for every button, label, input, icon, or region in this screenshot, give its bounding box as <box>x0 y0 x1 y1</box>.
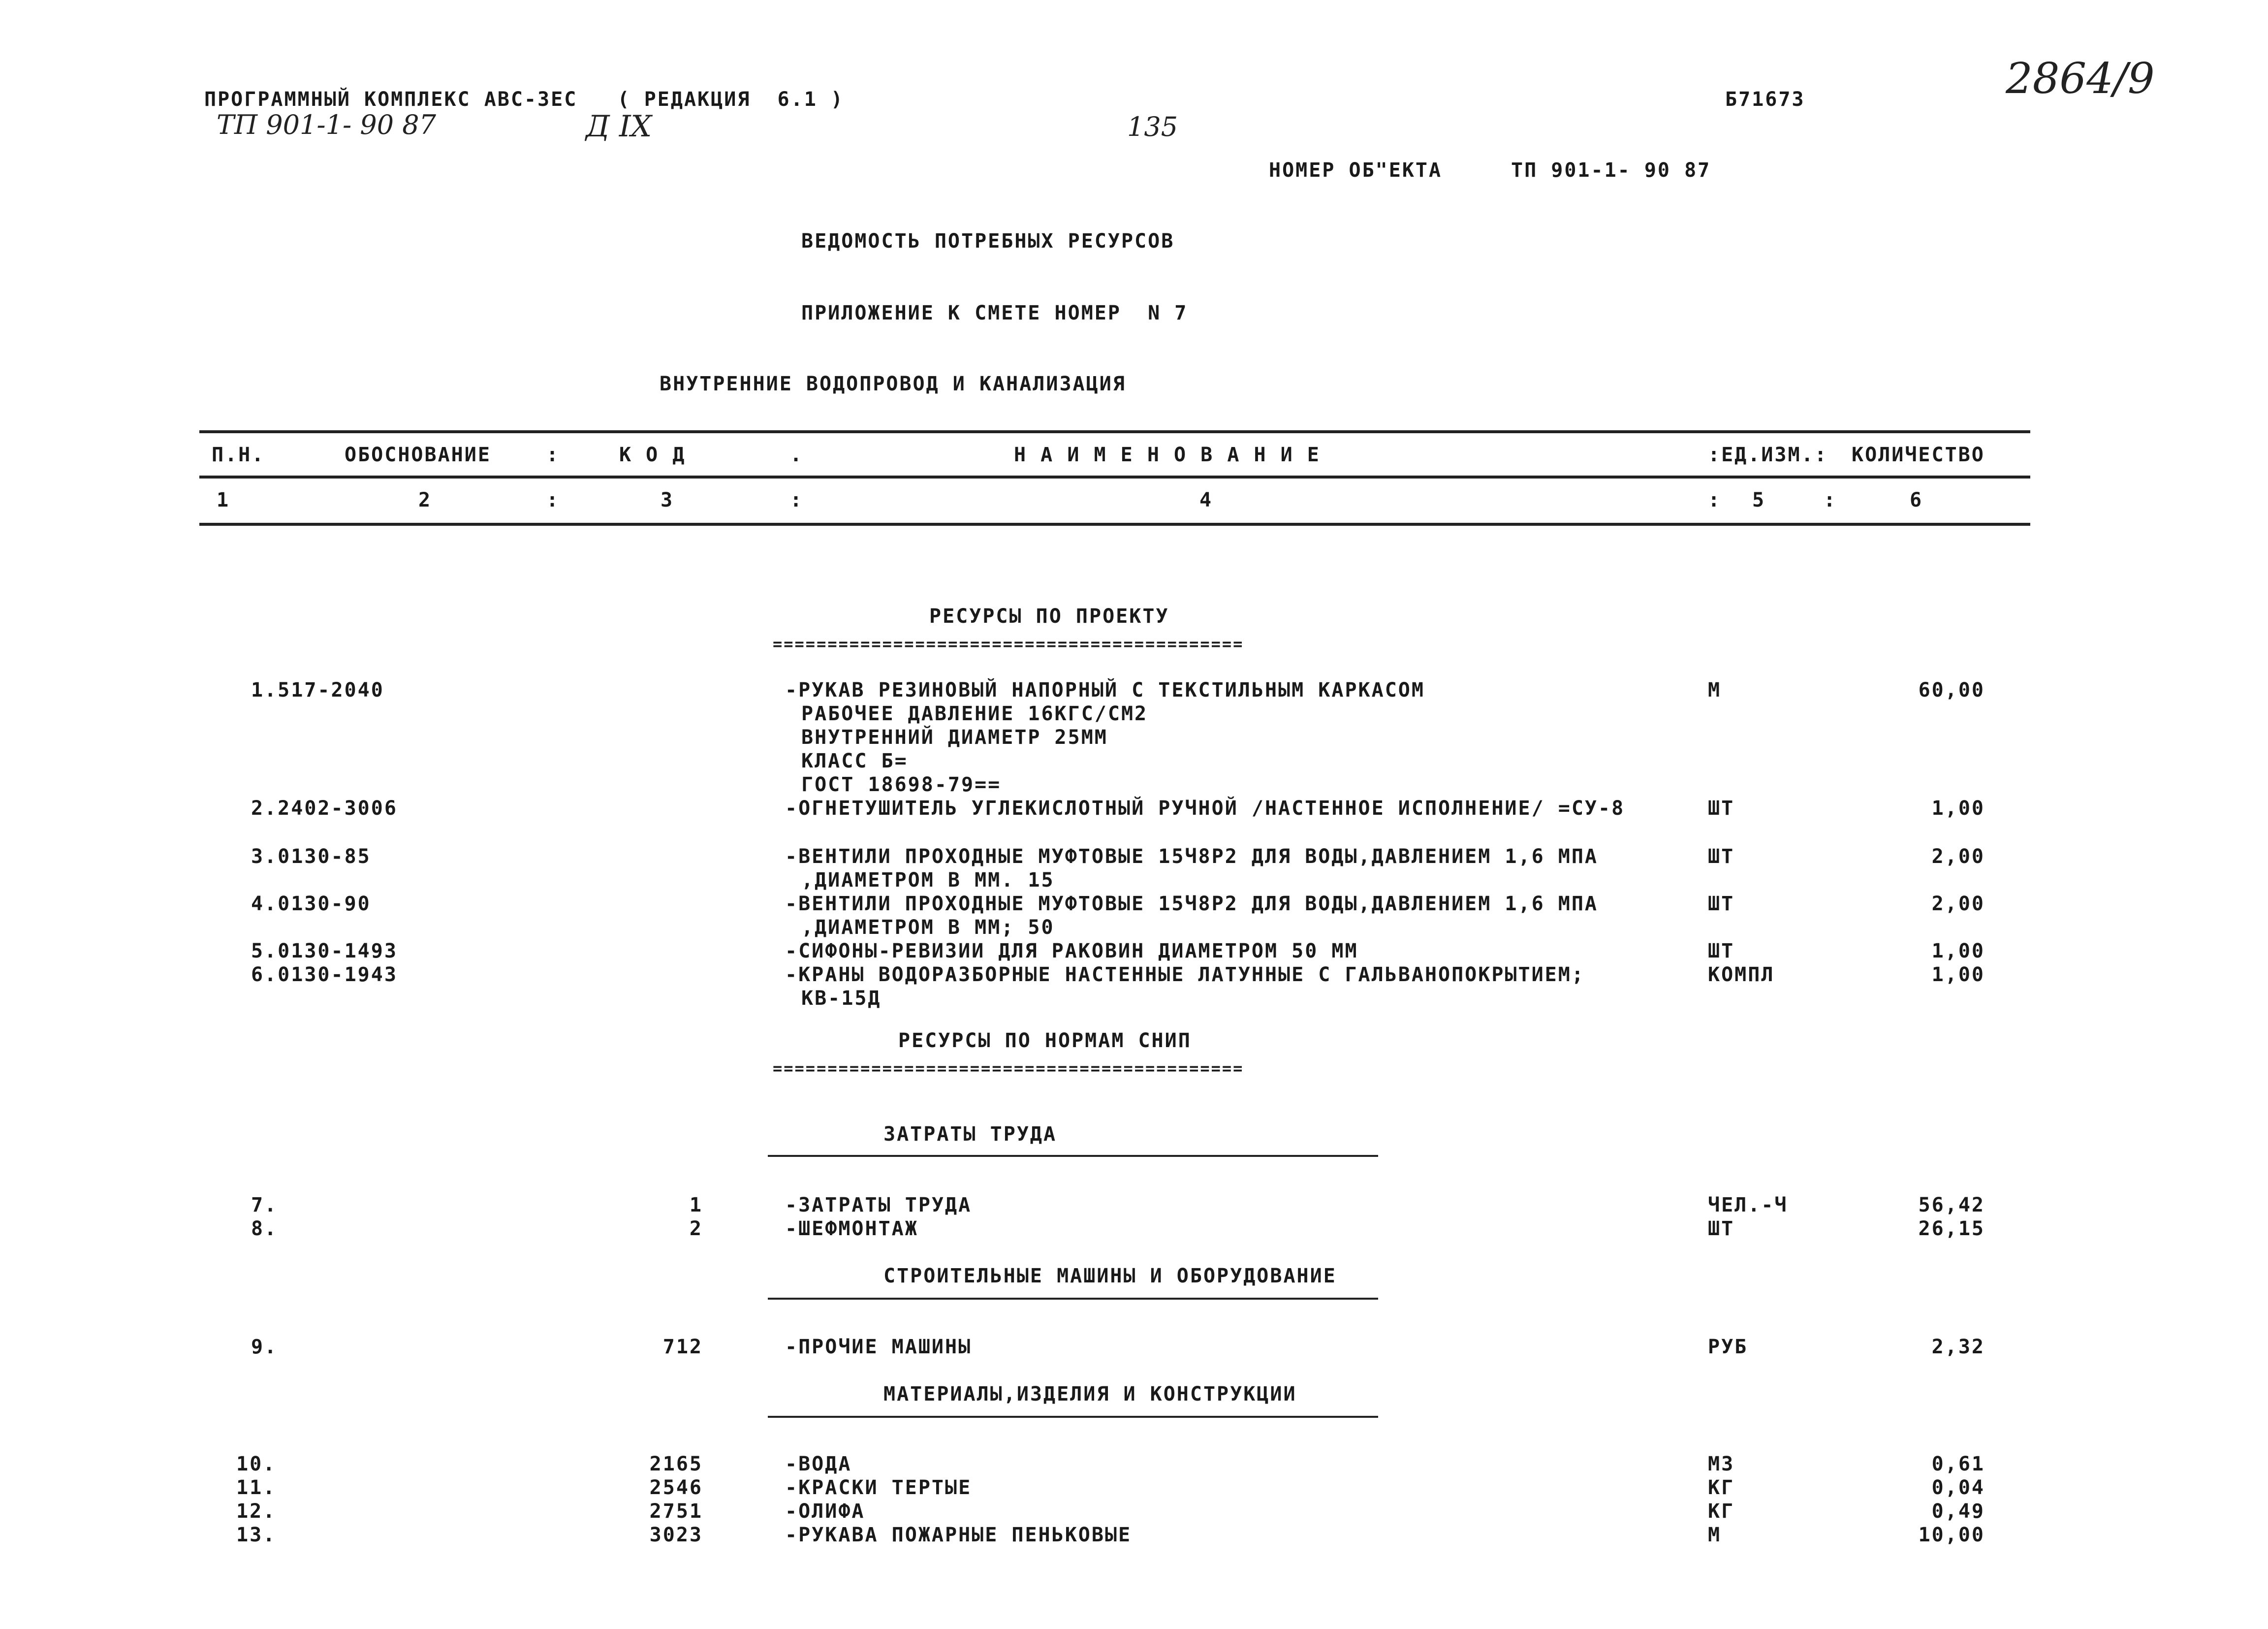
row-code: 2 <box>689 1217 703 1240</box>
row-unit: КГ <box>1708 1500 1735 1523</box>
row-name: -СИФОНЫ-РЕВИЗИИ ДЛЯ РАКОВИН ДИАМЕТРОМ 50 ММ <box>785 940 1358 962</box>
row-unit: ШТ <box>1708 893 1735 915</box>
row-code: 1 <box>689 1194 703 1216</box>
row-code: 2751 <box>649 1500 703 1523</box>
row-qty: 10,00 <box>1918 1524 1985 1546</box>
row-name: -ЗАТРАТЫ ТРУДА <box>785 1194 972 1216</box>
subgroup-underline <box>768 1416 1378 1418</box>
col-number: : <box>790 489 804 511</box>
row-qty: 1,00 <box>1931 940 1985 962</box>
col-number: 2 <box>418 489 432 511</box>
appendix-title: ПРИЛОЖЕНИЕ К СМЕТЕ НОМЕР N 7 <box>801 302 1188 324</box>
row-unit: М <box>1708 679 1722 702</box>
row-name: -ВЕНТИЛИ ПРОХОДНЫЕ МУФТОВЫЕ 15Ч8Р2 ДЛЯ ВОДЫ,ДАВЛЕНИЕМ 1,6 МПА <box>785 845 1599 868</box>
row-pos: 10. <box>236 1453 277 1475</box>
row-qty: 0,49 <box>1931 1500 1985 1523</box>
object-value: ТП 901-1- 90 87 <box>1511 159 1711 182</box>
row-name-cont: ,ДИАМЕТРОМ В ММ. 15 <box>801 869 1055 892</box>
row-code: 3023 <box>649 1524 703 1546</box>
document-title: ВЕДОМОСТЬ ПОТРЕБНЫХ РЕСУРСОВ <box>801 230 1175 253</box>
handwritten-tp-code: ТП 901-1- 90 87 <box>217 109 436 140</box>
row-pos: 5.0130-1493 <box>251 940 398 962</box>
row-name-cont: ,ДИАМЕТРОМ В ММ; 50 <box>801 916 1055 939</box>
col-header-name: Н А И М Е Н О В А Н И Е <box>1014 444 1321 466</box>
subgroup-underline <box>768 1298 1378 1300</box>
row-name-cont: КВ-15Д <box>801 987 882 1010</box>
row-name: -РУКАВА ПОЖАРНЫЕ ПЕНЬКОВЫЕ <box>785 1524 1132 1546</box>
row-unit: ШТ <box>1708 1217 1735 1240</box>
row-qty: 2,00 <box>1931 893 1985 915</box>
row-pos: 13. <box>236 1524 277 1546</box>
row-qty: 0,61 <box>1931 1453 1985 1475</box>
group-underline-project: =========================================== <box>773 635 1244 653</box>
row-pos: 11. <box>236 1476 277 1499</box>
col-number: 6 <box>1910 489 1923 511</box>
row-name: -ВЕНТИЛИ ПРОХОДНЫЕ МУФТОВЫЕ 15Ч8Р2 ДЛЯ ВОДЫ,ДАВЛЕНИЕМ 1,6 МПА <box>785 893 1599 915</box>
header-mid-rule <box>199 476 2030 479</box>
handwritten-stamp: 2864/9 <box>2006 54 2155 103</box>
row-name: -ВОДА <box>785 1453 852 1475</box>
row-qty: 2,00 <box>1931 845 1985 868</box>
row-unit: ШТ <box>1708 940 1735 962</box>
row-qty: 1,00 <box>1931 797 1985 820</box>
row-name: -ПРОЧИЕ МАШИНЫ <box>785 1336 972 1358</box>
col-header-basis: ОБОСНОВАНИЕ <box>345 444 491 466</box>
row-unit: М <box>1708 1524 1722 1546</box>
row-pos: 3.0130-85 <box>251 845 371 868</box>
group-underline-norms: =========================================== <box>773 1059 1244 1078</box>
subgroup-title-materials: МАТЕРИАЛЫ,ИЗДЕЛИЯ И КОНСТРУКЦИИ <box>883 1383 1297 1405</box>
row-unit: КГ <box>1708 1476 1735 1499</box>
row-unit: ШТ <box>1708 797 1735 820</box>
row-pos: 9. <box>251 1336 278 1358</box>
header-top-rule <box>199 430 2030 433</box>
subgroup-underline <box>768 1155 1378 1157</box>
row-name-cont: РАБОЧЕЕ ДАВЛЕНИЕ 16КГС/СМ2 <box>801 703 1148 725</box>
row-code: 2165 <box>649 1453 703 1475</box>
col-header-sep: : <box>546 444 560 466</box>
col-header-code: К О Д <box>619 444 686 466</box>
group-title-norms: РЕСУРСЫ ПО НОРМАМ СНИП <box>898 1029 1192 1052</box>
row-name: -ОГНЕТУШИТЕЛЬ УГЛЕКИСЛОТНЫЙ РУЧНОЙ /НАСТЕННОЕ ИСПОЛНЕНИЕ/ =СУ-8 <box>785 797 1625 820</box>
handwritten-page-mark: Д IX <box>586 109 652 144</box>
row-unit: ШТ <box>1708 845 1735 868</box>
row-qty: 1,00 <box>1931 963 1985 986</box>
row-unit: КОМПЛ <box>1708 963 1775 986</box>
col-header-pos: П.Н. <box>212 444 265 466</box>
row-pos: 6.0130-1943 <box>251 963 398 986</box>
row-code: 2546 <box>649 1476 703 1499</box>
row-pos: 12. <box>236 1500 277 1523</box>
row-name: -ОЛИФА <box>785 1500 865 1523</box>
row-unit: М3 <box>1708 1453 1735 1475</box>
col-number: 4 <box>1199 489 1213 511</box>
row-name-cont: ВНУТРЕННИЙ ДИАМЕТР 25ММ <box>801 726 1108 749</box>
page-number: 135 <box>1127 111 1178 142</box>
row-qty: 60,00 <box>1918 679 1985 702</box>
section-title: ВНУТРЕННИЕ ВОДОПРОВОД И КАНАЛИЗАЦИЯ <box>660 373 1126 395</box>
row-qty: 2,32 <box>1931 1336 1985 1358</box>
row-pos: 8. <box>251 1217 278 1240</box>
row-pos: 7. <box>251 1194 278 1216</box>
col-number: 3 <box>661 489 674 511</box>
row-name-cont: ГОСТ 18698-79== <box>801 773 1002 796</box>
col-header-sep: . <box>790 444 804 466</box>
subgroup-title-labor: ЗАТРАТЫ ТРУДА <box>883 1123 1057 1146</box>
program-title: ПРОГРАММНЫЙ КОМПЛЕКС АВС-3ЕС ( РЕДАКЦИЯ 6.1 ) <box>204 88 844 111</box>
row-name-cont: КЛАСС Б= <box>801 750 908 772</box>
col-header-unit: :ЕД.ИЗМ.: <box>1708 444 1828 466</box>
row-name: -КРАСКИ ТЕРТЫЕ <box>785 1476 972 1499</box>
group-title-project: РЕСУРСЫ ПО ПРОЕКТУ <box>929 605 1169 628</box>
row-pos: 4.0130-90 <box>251 893 371 915</box>
row-name: -КРАНЫ ВОДОРАЗБОРНЫЕ НАСТЕННЫЕ ЛАТУННЫЕ С ГАЛЬВАНОПОКРЫТИЕМ; <box>785 963 1585 986</box>
document-number: Б71673 <box>1725 88 1805 111</box>
col-header-qty: КОЛИЧЕСТВО <box>1852 444 1985 466</box>
col-number: : <box>1708 489 1722 511</box>
row-name: -ШЕФМОНТАЖ <box>785 1217 918 1240</box>
col-number: 1 <box>217 489 230 511</box>
col-number: : <box>546 489 560 511</box>
row-qty: 0,04 <box>1931 1476 1985 1499</box>
header-bottom-rule <box>199 523 2030 526</box>
row-name: -РУКАВ РЕЗИНОВЫЙ НАПОРНЫЙ С ТЕКСТИЛЬНЫМ КАРКАСОМ <box>785 679 1425 702</box>
row-pos: 2.2402-3006 <box>251 797 398 820</box>
subgroup-title-machines: СТРОИТЕЛЬНЫЕ МАШИНЫ И ОБОРУДОВАНИЕ <box>883 1265 1337 1287</box>
row-qty: 56,42 <box>1918 1194 1985 1216</box>
row-qty: 26,15 <box>1918 1217 1985 1240</box>
row-code: 712 <box>662 1336 703 1358</box>
col-number: : <box>1824 489 1837 511</box>
row-pos: 1.517-2040 <box>251 679 384 702</box>
row-unit: РУБ <box>1708 1336 1748 1358</box>
col-number: 5 <box>1752 489 1766 511</box>
object-label: НОМЕР ОБ"ЕКТА <box>1269 159 1443 182</box>
row-unit: ЧЕЛ.-Ч <box>1708 1194 1788 1216</box>
